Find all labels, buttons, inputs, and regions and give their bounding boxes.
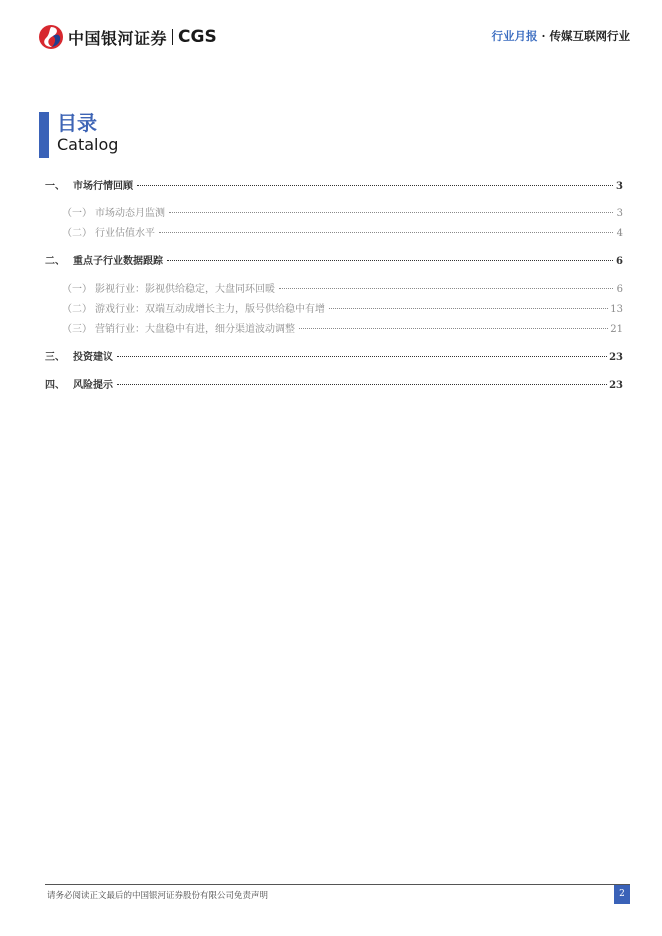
footer-disclaimer: 请务必阅读正文最后的中国银河证券股份有限公司免责声明 (47, 891, 269, 901)
toc-page-number: 3 (616, 181, 623, 192)
toc-number: 三、 (45, 352, 65, 363)
toc-entry[interactable] (62, 320, 623, 336)
toc-page-number: 23 (609, 352, 623, 363)
report-industry: 传媒互联网行业 (549, 29, 630, 43)
toc-title: 行业估值水平 (95, 228, 155, 239)
toc-entry[interactable] (62, 280, 623, 296)
toc-title: 市场动态月监测 (95, 208, 165, 219)
toc-number: 二、 (45, 256, 65, 267)
logo-english-text: CGS (178, 27, 217, 47)
report-separator: · (541, 29, 546, 43)
toc-title: 风险提示 (73, 380, 113, 391)
toc-page-number: 21 (610, 324, 623, 335)
toc-page-number: 6 (616, 256, 623, 267)
toc-entry[interactable] (45, 177, 623, 193)
toc-leader (117, 356, 607, 357)
toc-title: 游戏行业：双端互动成增长主力，版号供给稳中有增 (95, 304, 325, 315)
toc-leader (117, 384, 607, 385)
company-logo (38, 24, 217, 50)
toc-number: （一） (62, 208, 92, 219)
toc-number: 四、 (45, 380, 65, 391)
toc-number: （二） (62, 304, 92, 315)
toc-entry[interactable] (45, 252, 623, 268)
toc-number: （三） (62, 324, 92, 335)
toc-leader (329, 308, 608, 309)
toc-leader (159, 232, 613, 233)
page-title: 目录 (57, 111, 97, 135)
toc-title: 投资建议 (73, 352, 113, 363)
toc-entry[interactable] (45, 376, 623, 392)
toc-entry[interactable] (62, 204, 623, 220)
toc-page-number: 6 (616, 284, 623, 295)
toc-title: 市场行情回顾 (73, 181, 133, 192)
cgs-logo-icon (38, 24, 64, 50)
toc-title: 营销行业：大盘稳中有进，细分渠道波动调整 (95, 324, 295, 335)
toc-leader (137, 185, 613, 186)
page-number: 2 (614, 885, 630, 904)
toc-entry[interactable] (62, 224, 623, 240)
toc-leader (169, 212, 613, 213)
page-header (0, 0, 662, 60)
toc-number: （二） (62, 228, 92, 239)
footer-divider (45, 884, 630, 885)
toc-number: （一） (62, 284, 92, 295)
report-type: 行业月报 (491, 29, 538, 43)
toc-leader (279, 288, 613, 289)
toc-entry[interactable] (62, 300, 623, 316)
toc-page-number: 23 (609, 380, 623, 391)
logo-chinese-text: 中国银河证券 (68, 28, 168, 48)
toc-leader (167, 260, 613, 261)
page-subtitle: Catalog (57, 135, 119, 154)
toc-number: 一、 (45, 181, 65, 192)
toc-page-number: 13 (610, 304, 623, 315)
toc-page-number: 3 (616, 208, 623, 219)
toc-title: 影视行业：影视供给稳定，大盘同环回暖 (95, 284, 275, 295)
toc-leader (299, 328, 608, 329)
title-accent-bar (39, 112, 49, 158)
logo-divider (172, 29, 173, 45)
toc-title: 重点子行业数据跟踪 (73, 256, 163, 267)
toc-page-number: 4 (616, 228, 623, 239)
report-category (491, 28, 630, 44)
toc-entry[interactable] (45, 348, 623, 364)
